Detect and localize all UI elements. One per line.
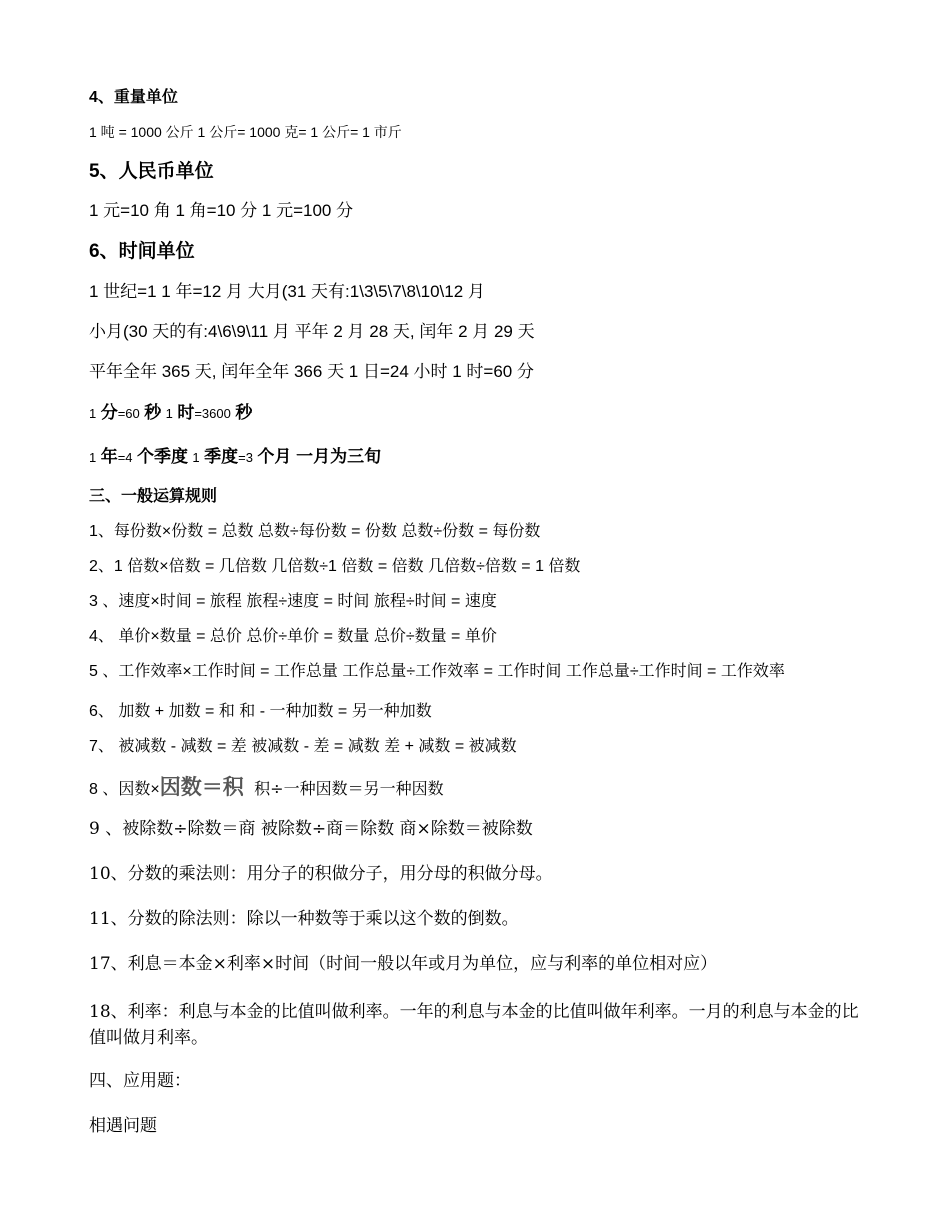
time-line-5 [89,446,890,468]
time-line-4-h: 秒 [235,403,253,422]
time-line-5-b: 年 [100,447,118,466]
time-line-3: 平年全年 365 天, 闰年全年 366 天 1 日=24 小时 1 时=60 分 [89,362,534,381]
time-line-4-d: 秒 [144,403,162,422]
time-heading: 6、时间单位 [89,241,195,262]
rule-17: 17、利息＝本金×利率×时间（时间一般以年或月为单位，应与利率的单位相对应） [89,954,718,974]
rule-4: 4、 单价×数量 = 总价 总价÷单价 = 数量 总价÷数量 = 单价 [89,628,497,645]
time-line-4-b: 分 [100,403,118,422]
time-line-4-a: 1 [89,406,97,421]
money-heading: 5、人民币单位 [89,161,214,182]
time-line-5-c: =4 [117,450,133,465]
application-subheading: 相遇问题 [89,1116,157,1136]
time-line-5-h: 个月 一月为三旬 [257,447,382,466]
time-line-4-e: 1 [165,406,173,421]
rule-9: 9 、被除数÷除数＝商 被除数÷商＝除数 商×除数＝被除数 [89,819,533,839]
rule-6: 6、 加数 + 加数 = 和 和 - 一种加数 = 另一种加数 [89,703,432,720]
money-line: 1 元=10 角 1 角=10 分 1 元=100 分 [89,201,354,220]
time-line-2: 小月(30 天的有:4\6\9\11 月 平年 2 月 28 天, 闰年 2 月 29 天 [89,322,535,341]
time-line-5-d: 个季度 [136,447,188,466]
rule-11: 11、分数的除法则：除以一种数等于乘以这个数的倒数。 [89,909,519,929]
time-line-4-c: =60 [117,406,140,421]
rule-5: 5 、工作效率×工作时间 = 工作总量 工作总量÷工作效率 = 工作时间 工作总量÷工作时间 = 工作效率 [89,663,785,680]
time-line-4-f: 时 [177,403,195,422]
rule-8 [89,774,890,800]
rule-3: 3 、速度×时间 = 旅程 旅程÷速度 = 时间 旅程÷时间 = 速度 [89,593,497,610]
rule-8-b: 因数＝积 [159,774,244,799]
rule-18: 18、利率：利息与本金的比值叫做利率。一年的利息与本金的比值叫做年利率。一月的利息与本金的比值叫做月利率。 [89,1002,859,1049]
time-line-5-e: 1 [192,450,200,465]
rule-1: 1、每份数×份数 = 总数 总数÷每份数 = 份数 总数÷份数 = 每份数 [89,523,541,540]
rule-2: 2、1 倍数×倍数 = 几倍数 几倍数÷1 倍数 = 倍数 几倍数÷倍数 = 1 倍数 [89,558,581,575]
rule-8-a: 8 、因数× [89,781,160,798]
time-line-5-f: 季度 [204,447,239,466]
time-line-5-a: 1 [89,450,97,465]
rule-10: 10、分数的乘法则：用分子的积做分子，用分母的积做分母。 [89,864,553,884]
weight-line: 1 吨 = 1000 公斤 1 公斤= 1000 克= 1 公斤= 1 市斤 [89,124,402,140]
rule-7: 7、 被减数 - 减数 = 差 被减数 - 差 = 减数 差 + 减数 = 被减数 [89,738,517,755]
time-line-4-g: =3600 [194,406,231,421]
application-heading: 四、应用题： [89,1071,191,1091]
time-line-1: 1 世纪=1 1 年=12 月 大月(31 天有:1\3\5\7\8\10\12 月 [89,282,485,301]
rule-8-c: 积÷一种因数＝另一种因数 [254,779,444,798]
time-line-5-g: =3 [238,450,253,465]
rules-heading: 三、一般运算规则 [89,488,218,505]
time-line-4 [89,402,890,424]
weight-heading: 4、重量单位 [89,89,178,106]
